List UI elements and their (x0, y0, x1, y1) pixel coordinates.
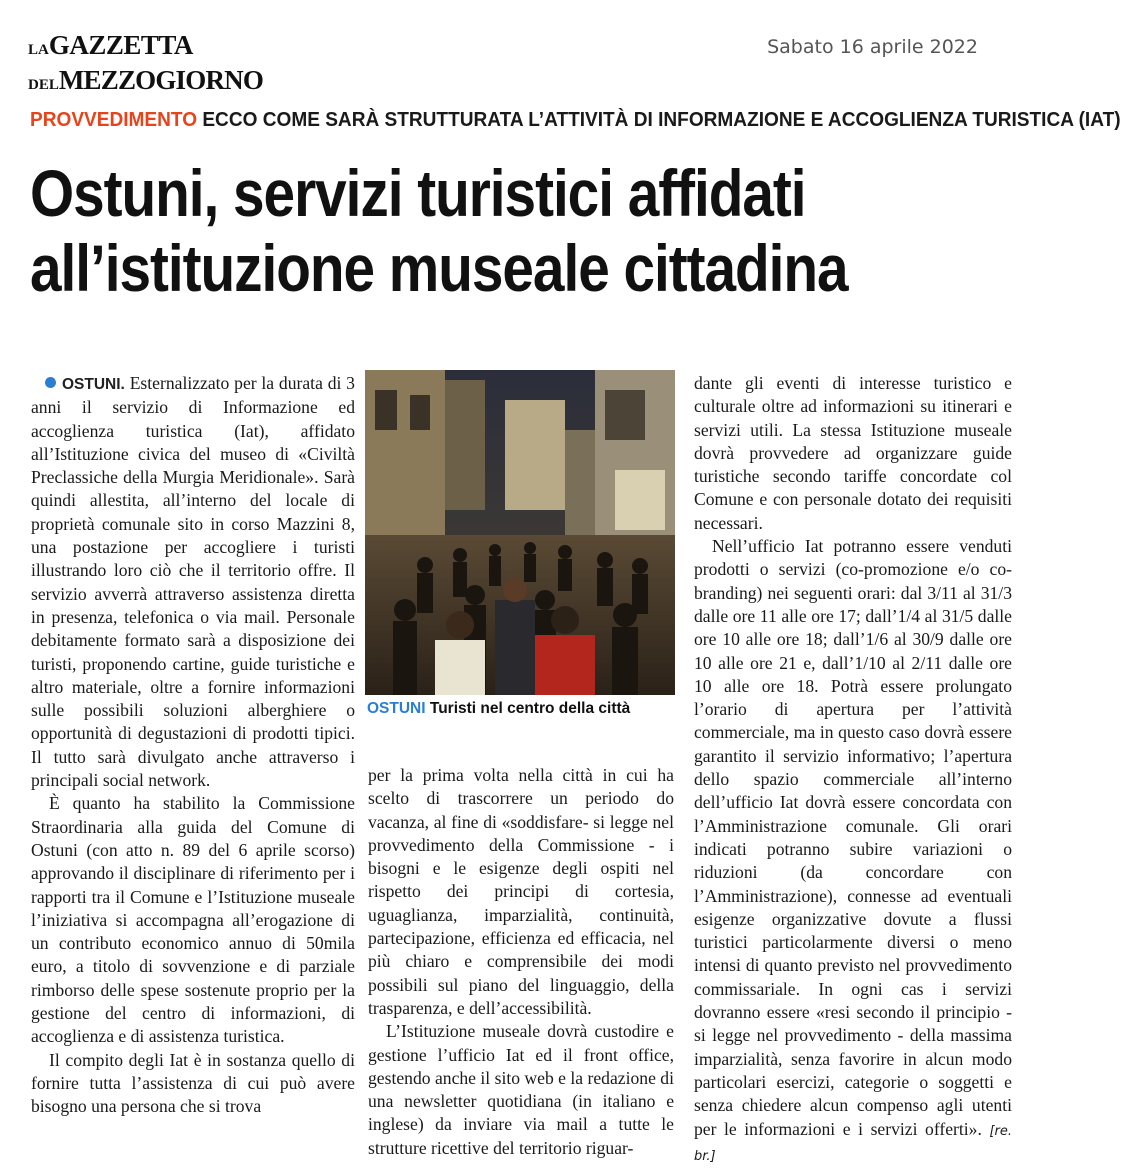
paragraph-text: Nell’ufficio Iat potranno essere venduti prodotti o servizi (co-promozione e/o co-branding) nei seguenti orari: dal 3/11 al 31/3 dalle ore 11 alle ore 17; dall’1/4 al 31/5 dalle ore 10 alle ore 18; dall’1/6 al 30/9 dalle ore 10 alle ore 21 e, dall’1/10 al 2/11 dalle ore 10 alle ore 18. Potrà essere prolungato l’orario di apertura per l’attività commerciale, ma in questo caso dovrà essere garantito il servizio informativo; l’apertura dello spazio commerciale all’interno dell’ufficio Iat dovrà essere concordata con l’Amministrazione comunale. Gli orari indicati potranno subire variazioni o riduzioni (da concordare con l’Amministrazione), connesse ad eventuali esigenze organizzative dovute a flussi turistici particolarmente diversi o meno intensi di quanto previsto nel provvedimento commissariale. In ogni cas i servizi dovranno essere «resi secondo il principio - si legge nel provvedimento - della massima imparzialità, senza favorire in alcun modo particolari esercizi, categorie o soggetti e senza chiedere alcun compenso agli utenti per le informazioni e i servizi offerti». (694, 536, 1012, 1139)
paragraph: È quanto ha stabilito la Commissione Straordinaria alla guida del Comune di Ostuni (con atto n. 89 del 6 aprile scorso) approvando il disciplinare di riferimento per i rapporti tra il Comune e l’Istituzione museale l’iniziativa si accompagna all’erogazione di un contributo economico annuo di 50mila euro, a titolo di sovvenzione e di parziale rimborso delle spese sostenute proprio per la gestione del centro di informazioni, di accoglienza e di assistenza turistica. (31, 793, 355, 1047)
headline-line-2: all’istituzione museale cittadina (30, 231, 848, 305)
logo-word-del: DEL (28, 77, 59, 93)
photo-caption (367, 700, 677, 718)
paragraph (694, 535, 1012, 1168)
paragraph: L’Istituzione museale dovrà custodire e gestione l’ufficio Iat ed il front office, gestendo anche il sito web e la redazione di una newsletter quotidiana (in italiano e inglese) da inviare via mail a tutte le strutture ricettive del territorio riguar- (368, 1021, 674, 1158)
kicker-tag: PROVVEDIMENTO (30, 108, 198, 131)
article-column-1 (31, 372, 355, 1119)
paragraph (31, 372, 355, 792)
paragraph: dante gli eventi di interesse turistico e culturale oltre ad informazioni su itinerari e servizi utili. La stessa Istituzione museale dovrà provvedere ad organizzare guide turistiche secondo tariffe concordate col Comune e con personale dotato dei requisiti necessari. (694, 373, 1012, 533)
caption-city: OSTUNI (367, 700, 426, 717)
caption-text: Turisti nel centro della città (429, 700, 631, 717)
headline (30, 156, 1020, 306)
article-column-2 (368, 764, 674, 1160)
publication-date: Sabato 16 aprile 2022 (767, 36, 978, 58)
paragraph-text: Esternalizzato per la durata di 3 anni il servizio di Informazione ed accoglienza turistica (Iat), affidato all’Istituzione civica del museo di «Civiltà Preclassiche della Murgia Meridionale». Sarà quindi allestita, all’interno del locale di proprietà comunale sito in corso Mazzini 8, una postazione per accogliere i turisti illustrando loro ciò che il territorio offre. Il servizio avverrà attraverso assistenza diretta in presenza, telefonica o via mail. Personale debitamente formato sarà a disposizione dei turisti, proponendo cartine, guide turistiche e altro materiale, oltre a fornire informazioni sulle possibili soluzioni alberghiere o opportunità di degustazioni di prodotti tipici. Il tutto sarà divulgato anche attraverso i principali social network. (31, 373, 355, 791)
crowd-street-photo (365, 370, 675, 695)
dateline: OSTUNI. (62, 376, 125, 393)
kicker (30, 108, 1121, 132)
kicker-text: ECCO COME SARÀ STRUTTURATA L’ATTIVITÀ DI INFORMAZIONE E ACCOGLIENZA TURISTICA (IAT) (202, 108, 1121, 131)
paragraph: per la prima volta nella città in cui ha scelto di trascorrere un periodo do vacanza, al fine di «soddisfare- si legge nel provvedimento della Commissione - i bisogni e le esigenze degli ospiti nel rispetto dei principi di cortesia, uguaglianza, imparzialità, continuità, partecipazione, efficienza ed efficacia, nel più chiaro e comprensibile dei modi possibili sul piano del linguaggio, della trasparenza, e dell’accessibilità. (368, 765, 674, 1018)
logo-word-mezzogiorno: MEZZOGIORNO (58, 65, 264, 95)
headline-line-1: Ostuni, servizi turistici affidati (30, 156, 806, 230)
paragraph: Il compito degli Iat è in sostanza quello di fornire tutta l’assistenza di cui può avere bisogno una persona che si trova (31, 1049, 355, 1117)
newspaper-logo (28, 30, 264, 100)
bullet-icon (45, 377, 56, 388)
author-signature: [re. br.] (694, 1123, 1012, 1164)
logo-word-gazzetta: GAZZETTA (48, 30, 193, 60)
article-photo (365, 370, 675, 695)
logo-word-la: LA (28, 42, 49, 58)
article-column-3 (694, 372, 1012, 1168)
